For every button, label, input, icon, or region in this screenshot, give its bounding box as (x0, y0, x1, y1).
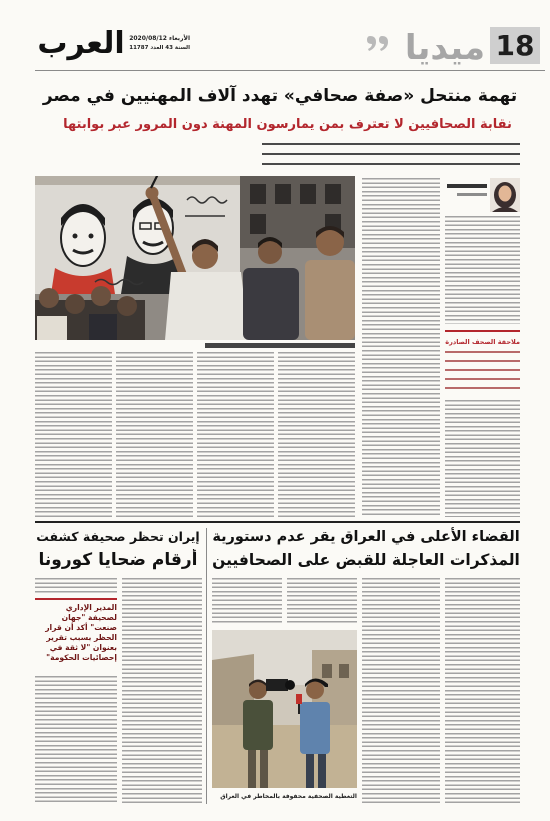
lead-photo (35, 176, 355, 340)
iran-body-column (35, 676, 117, 804)
lead-body-column (197, 352, 274, 517)
iraq-body-column (362, 578, 440, 804)
lead-body-column (116, 352, 193, 517)
author-name (447, 184, 487, 188)
iran-headline-line: إيران تحظر صحيفة كشفت (36, 529, 200, 544)
author-role (457, 193, 487, 196)
iraq-headline-line: المذكرات العاجلة للقبض على الصحافيين (212, 551, 520, 569)
author-photo (490, 178, 520, 212)
lead-body-column (362, 178, 440, 517)
page-number: 18 (490, 27, 540, 64)
iraq-headline-line: القضاء الأعلى في العراق يقر عدم دستورية (212, 529, 520, 545)
quote-icon (366, 34, 390, 52)
lead-intro-text (262, 143, 520, 173)
issue-number: السنة 43 العدد 11787 (129, 45, 190, 51)
iraq-photo-caption: التغطية الصحفية محفوفة بالمخاطر في العراق (220, 793, 357, 800)
iraq-body-column (212, 578, 282, 624)
issue-date: الأربعاء 2020/08/12 (129, 35, 190, 42)
section-divider (35, 521, 520, 523)
iran-body-column (122, 578, 202, 804)
masthead-logo: العرب (37, 26, 125, 61)
iraq-photo (212, 630, 357, 788)
protest-photo (35, 176, 355, 340)
lead-photo-caption (205, 343, 355, 348)
lead-pull-quote (445, 330, 520, 396)
iran-pull-quote: المدير الإداري لصحيفة "جهان صنعت" أكد أن قرار الحظر بسبب تقرير بعنوان "لا ثقة في إحصائيات الحكومة" (35, 598, 117, 670)
author-portrait (490, 178, 520, 212)
lead-subheadline: نقابة الصحافيين لا تعترف بمن يمارسون المهنة دون المرور عبر بوابتها (63, 117, 512, 132)
lead-body-column (445, 400, 520, 517)
lead-pull-quote-lines (445, 351, 520, 393)
iraq-body-column (445, 578, 520, 804)
lead-body-column (35, 352, 112, 517)
iran-body-column (35, 578, 117, 594)
quote-icon-graphic (366, 34, 390, 52)
column-divider (206, 528, 207, 804)
iran-headline-line: أرقام ضحايا كورونا (38, 550, 198, 570)
lead-pull-quote-text: ملاحقة الصحف الصادرة (445, 338, 520, 346)
section-title: ميديا (404, 28, 485, 68)
iraq-body-column (287, 578, 357, 624)
lead-body-column (278, 352, 355, 517)
lead-body-column (445, 216, 520, 324)
header-rule (35, 70, 545, 71)
lead-headline: تهمة منتحل «صفة صحافي» تهدد آلاف المهنيين في مصر (42, 86, 518, 106)
journalists-photo (212, 630, 357, 788)
